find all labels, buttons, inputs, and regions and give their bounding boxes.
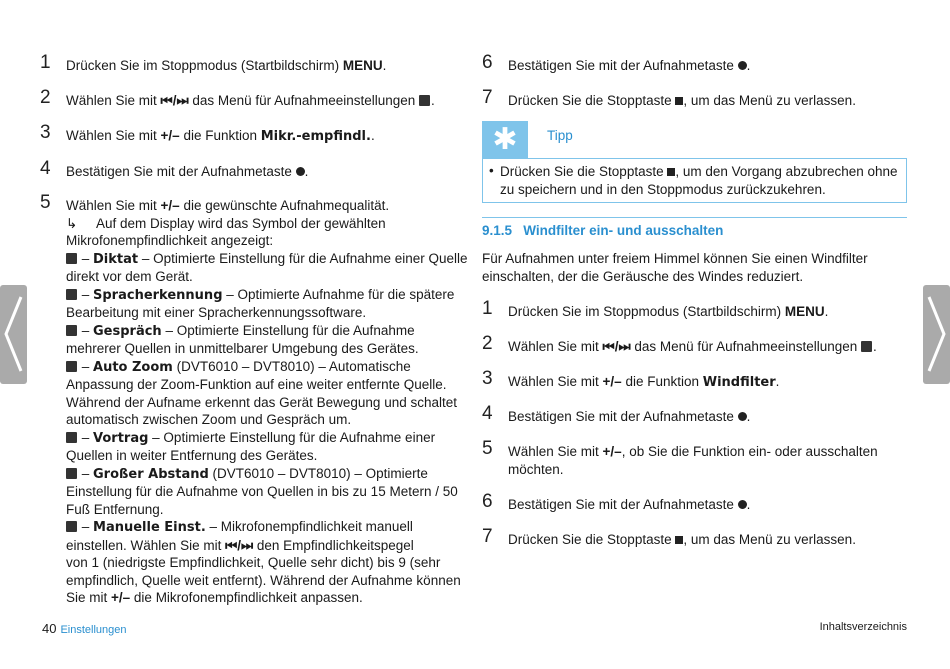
step-number: 6 xyxy=(482,52,493,73)
step-text: die gewünschte Aufnahmequalität. xyxy=(179,198,390,213)
record-button-icon xyxy=(738,412,747,421)
tip-asterisk-icon: ✱ xyxy=(482,121,528,158)
step-text: , um das Menü zu verlassen. xyxy=(683,93,856,108)
step-text: Sie mit xyxy=(66,590,112,605)
step-text: (DVT6010 – DVT8010) – Automatische xyxy=(172,358,411,374)
chevron-left-icon xyxy=(0,285,27,384)
step-text: Einstellung für die Aufnahme von Quellen in bis zu 15 Metern / 50 xyxy=(66,484,458,499)
feature-name: Windfilter xyxy=(702,375,776,390)
section-heading: 9.1.5 Windfilter ein- und ausschalten xyxy=(482,223,724,238)
step-text: , um das Menü zu verlassen. xyxy=(683,532,856,547)
step-text: Mikrofonempfindlichkeit angezeigt: xyxy=(66,233,274,248)
step-text: . xyxy=(746,58,751,73)
step-text: – Mikrofonempfindlichkeit manuell xyxy=(205,519,413,534)
step-text: – Optimierte Einstellung für die Aufnahme einer Quelle xyxy=(138,250,468,266)
step-text: . xyxy=(382,58,387,73)
table-of-contents-link[interactable]: Inhaltsverzeichnis xyxy=(819,621,907,633)
step-text: Bestätigen Sie mit der Aufnahmetaste xyxy=(508,409,738,424)
step-text: (DVT6010 – DVT8010) – Optimierte xyxy=(208,465,428,481)
tip-text: Drücken Sie die Stopptaste xyxy=(500,164,668,179)
auto-zoom-icon xyxy=(66,361,77,372)
paragraph-text: Für Aufnahmen unter freiem Himmel können Sie einen Windfilter xyxy=(482,251,868,266)
record-button-icon xyxy=(738,500,747,509)
tip-label: Tipp xyxy=(547,128,573,143)
feature-name: Manuelle Einst. xyxy=(93,520,206,535)
step-text: das Menü für Aufnahmeeinstellungen xyxy=(188,93,420,108)
step-text: . xyxy=(370,128,375,143)
step-text: – Optimierte Aufnahme für die spätere xyxy=(222,286,455,302)
chevron-right-icon xyxy=(923,285,950,384)
step-number: 2 xyxy=(40,87,51,108)
plus-minus-keys: +/– xyxy=(160,128,180,143)
step-text: automatisch zwischen Zoom und Gespräch um. xyxy=(66,412,352,427)
step-number: 2 xyxy=(482,333,493,354)
speech-recognition-icon xyxy=(66,289,77,300)
plus-minus-keys: +/– xyxy=(160,198,180,213)
tip-text: zu speichern und in den Stoppmodus zurückzukehren. xyxy=(500,181,826,197)
step-number: 4 xyxy=(40,158,51,179)
plus-minus-keys: +/– xyxy=(602,374,622,389)
step-5-body: Wählen Sie mit +/– die gewünschte Aufnahmequalität. ↳ Auf dem Display wird das Symbol der gewählten Mikrofonempfindlichkeit angezeigt: – Diktat – Optimierte Einstellung für die Aufnahme einer Quelle direkt vor dem Gerät. – Spracherkennung – Optimierte Aufnahme für die spätere Bearbeitung mit einer Spracherkennungssoftware. – Gespräch – Optimierte Einstellung für die Aufnahme mehrerer Quellen in unmittelbarer Umgebung des Gerätes. – Auto Zoom (DVT6010 – DVT8010) – Automatische Anpassung der Zoom-Funktion auf eine weiter entfernte Quelle. Während der Aufname erkennt das Gerät Bewegung und schaltet automatisch zwischen Zoom und Gespräch um. – Vortrag – Optimierte Einstellung für die Aufnahme einer Quellen in weiter Entfernung des Gerätes. – Großer Abstand (DVT6010 – DVT8010) – Optimierte Einstellung für die Aufnahme von Quellen in bis zu 15 Metern / 50 Fuß Entfernung. – Manuelle Einst. – Mikrofonempfindlichkeit manuell einstellen. Wählen Sie mit ⏮/⏭ den Empfindlichkeitspegel von 1 (niedrigste Empfindlichkeit, Quelle sehr dicht) bis 9 (sehr empfindlich, Quelle weit entfernt). Während der Aufnahme können Sie mit +/– die Mikrofonempfindlichkeit anpassen. xyxy=(66,197,470,607)
menu-key-label: MENU xyxy=(342,58,383,73)
step-number: 4 xyxy=(482,403,493,424)
result-arrow-icon: ↳ xyxy=(66,215,78,231)
step-text: Wählen Sie mit xyxy=(508,339,603,354)
prev-next-keys: ⏮/⏭ xyxy=(225,537,254,553)
bullet: • xyxy=(489,163,494,178)
step-text: Bearbeitung mit einer Spracherkennungssoftware. xyxy=(66,305,367,320)
page-number: 40 xyxy=(42,621,57,636)
step-text: . xyxy=(824,304,829,319)
step-text: die Funktion xyxy=(621,374,703,389)
step-number: 6 xyxy=(482,491,493,512)
step-text: einstellen. Wählen Sie mit xyxy=(66,537,226,553)
step-text: die Funktion xyxy=(179,128,261,143)
feature-name: Auto Zoom xyxy=(93,359,173,375)
feature-name: Großer Abstand xyxy=(93,466,209,482)
menu-key-label: MENU xyxy=(784,304,825,319)
step-text: Quellen in weiter Entfernung des Gerätes. xyxy=(66,448,318,463)
step-text: mehrerer Quellen in unmittelbarer Umgebung des Gerätes. xyxy=(66,341,419,356)
step-text: – Optimierte Einstellung für die Aufnahme einer xyxy=(148,429,436,445)
lecture-icon xyxy=(66,432,77,443)
step-text: direkt vor dem Gerät. xyxy=(66,269,193,284)
step-text: Während der Aufname erkennt das Gerät Bewegung und schaltet xyxy=(66,394,457,410)
step-text: – Optimierte Einstellung für die Aufnahme xyxy=(161,322,415,338)
section-intro xyxy=(482,250,902,285)
step-text: Wählen Sie mit xyxy=(66,128,161,143)
step-text: . xyxy=(304,164,309,179)
feature-name: Diktat xyxy=(93,251,139,267)
step-text: den Empfindlichkeitspegel xyxy=(253,537,414,553)
step-number: 3 xyxy=(40,122,51,143)
step-text: die Mikrofonempfindlichkeit anpassen. xyxy=(130,590,363,605)
section-divider xyxy=(482,217,907,218)
step-text: Drücken Sie im Stoppmodus (Startbildschirm) xyxy=(66,58,343,73)
step-number: 7 xyxy=(482,526,493,547)
plus-minus-keys: +/– xyxy=(111,590,131,605)
plus-minus-keys: +/– xyxy=(602,444,622,459)
diktat-icon xyxy=(66,253,77,264)
step-text: , ob Sie die Funktion ein- oder ausschalten xyxy=(621,444,878,459)
step-text: von 1 (niedrigste Empfindlichkeit, Quelle sehr dicht) bis 9 (sehr xyxy=(66,555,441,570)
step-text: Wählen Sie mit xyxy=(508,444,603,459)
step-text: . xyxy=(746,497,751,512)
step-number: 5 xyxy=(40,192,51,213)
record-button-icon xyxy=(296,167,305,176)
conversation-icon xyxy=(66,325,77,336)
prev-next-keys: ⏮/⏭ xyxy=(602,339,631,354)
step-number: 7 xyxy=(482,87,493,108)
record-settings-icon xyxy=(861,341,872,352)
tip-body xyxy=(482,158,907,203)
feature-name: Vortrag xyxy=(93,430,149,446)
step-text: Wählen Sie mit xyxy=(66,93,161,108)
section-link[interactable]: Einstellungen xyxy=(60,624,127,636)
step-text: . xyxy=(775,374,780,389)
step-text: . xyxy=(746,409,751,424)
next-page-tab[interactable] xyxy=(923,285,950,384)
feature-name: Mikr.-empfindl. xyxy=(260,129,371,144)
step-text: Fuß Entfernung. xyxy=(66,501,164,517)
step-text: Auf dem Display wird das Symbol der gewählten xyxy=(96,215,386,231)
step-text: Drücken Sie die Stopptaste xyxy=(508,93,676,108)
step-text: Bestätigen Sie mit der Aufnahmetaste xyxy=(66,164,296,179)
step-text: Bestätigen Sie mit der Aufnahmetaste xyxy=(508,497,738,512)
previous-page-tab[interactable] xyxy=(0,285,27,384)
tip-text: , um den Vorgang abzubrechen ohne xyxy=(675,164,898,179)
feature-name: Spracherkennung xyxy=(93,287,223,303)
record-settings-icon xyxy=(419,95,430,106)
manual-setting-icon xyxy=(66,521,77,532)
step-text: das Menü für Aufnahmeeinstellungen xyxy=(630,339,862,354)
step-text: möchten. xyxy=(508,461,564,477)
step-text: Wählen Sie mit xyxy=(508,374,603,389)
paragraph-text: einschalten, der die Geräusche des Windes reduziert. xyxy=(482,268,804,284)
long-distance-icon xyxy=(66,468,77,479)
step-text: Drücken Sie die Stopptaste xyxy=(508,532,676,547)
step-text: Bestätigen Sie mit der Aufnahmetaste xyxy=(508,58,738,73)
step-number: 1 xyxy=(40,52,51,73)
step-number: 3 xyxy=(482,368,493,389)
record-button-icon xyxy=(738,61,747,70)
step-text: Anpassung der Zoom-Funktion auf eine weiter entfernte Quelle. xyxy=(66,377,447,392)
step-text: empfindlich, Quelle weit entfernt). Während der Aufnahme können xyxy=(66,572,461,588)
feature-name: Gespräch xyxy=(93,323,162,339)
prev-next-keys: ⏮/⏭ xyxy=(160,93,189,108)
step-text: Wählen Sie mit xyxy=(66,198,161,213)
step-number: 5 xyxy=(482,438,493,459)
step-number: 1 xyxy=(482,298,493,319)
footer-left xyxy=(42,621,127,636)
step-text: Drücken Sie im Stoppmodus (Startbildschirm) xyxy=(508,304,785,319)
